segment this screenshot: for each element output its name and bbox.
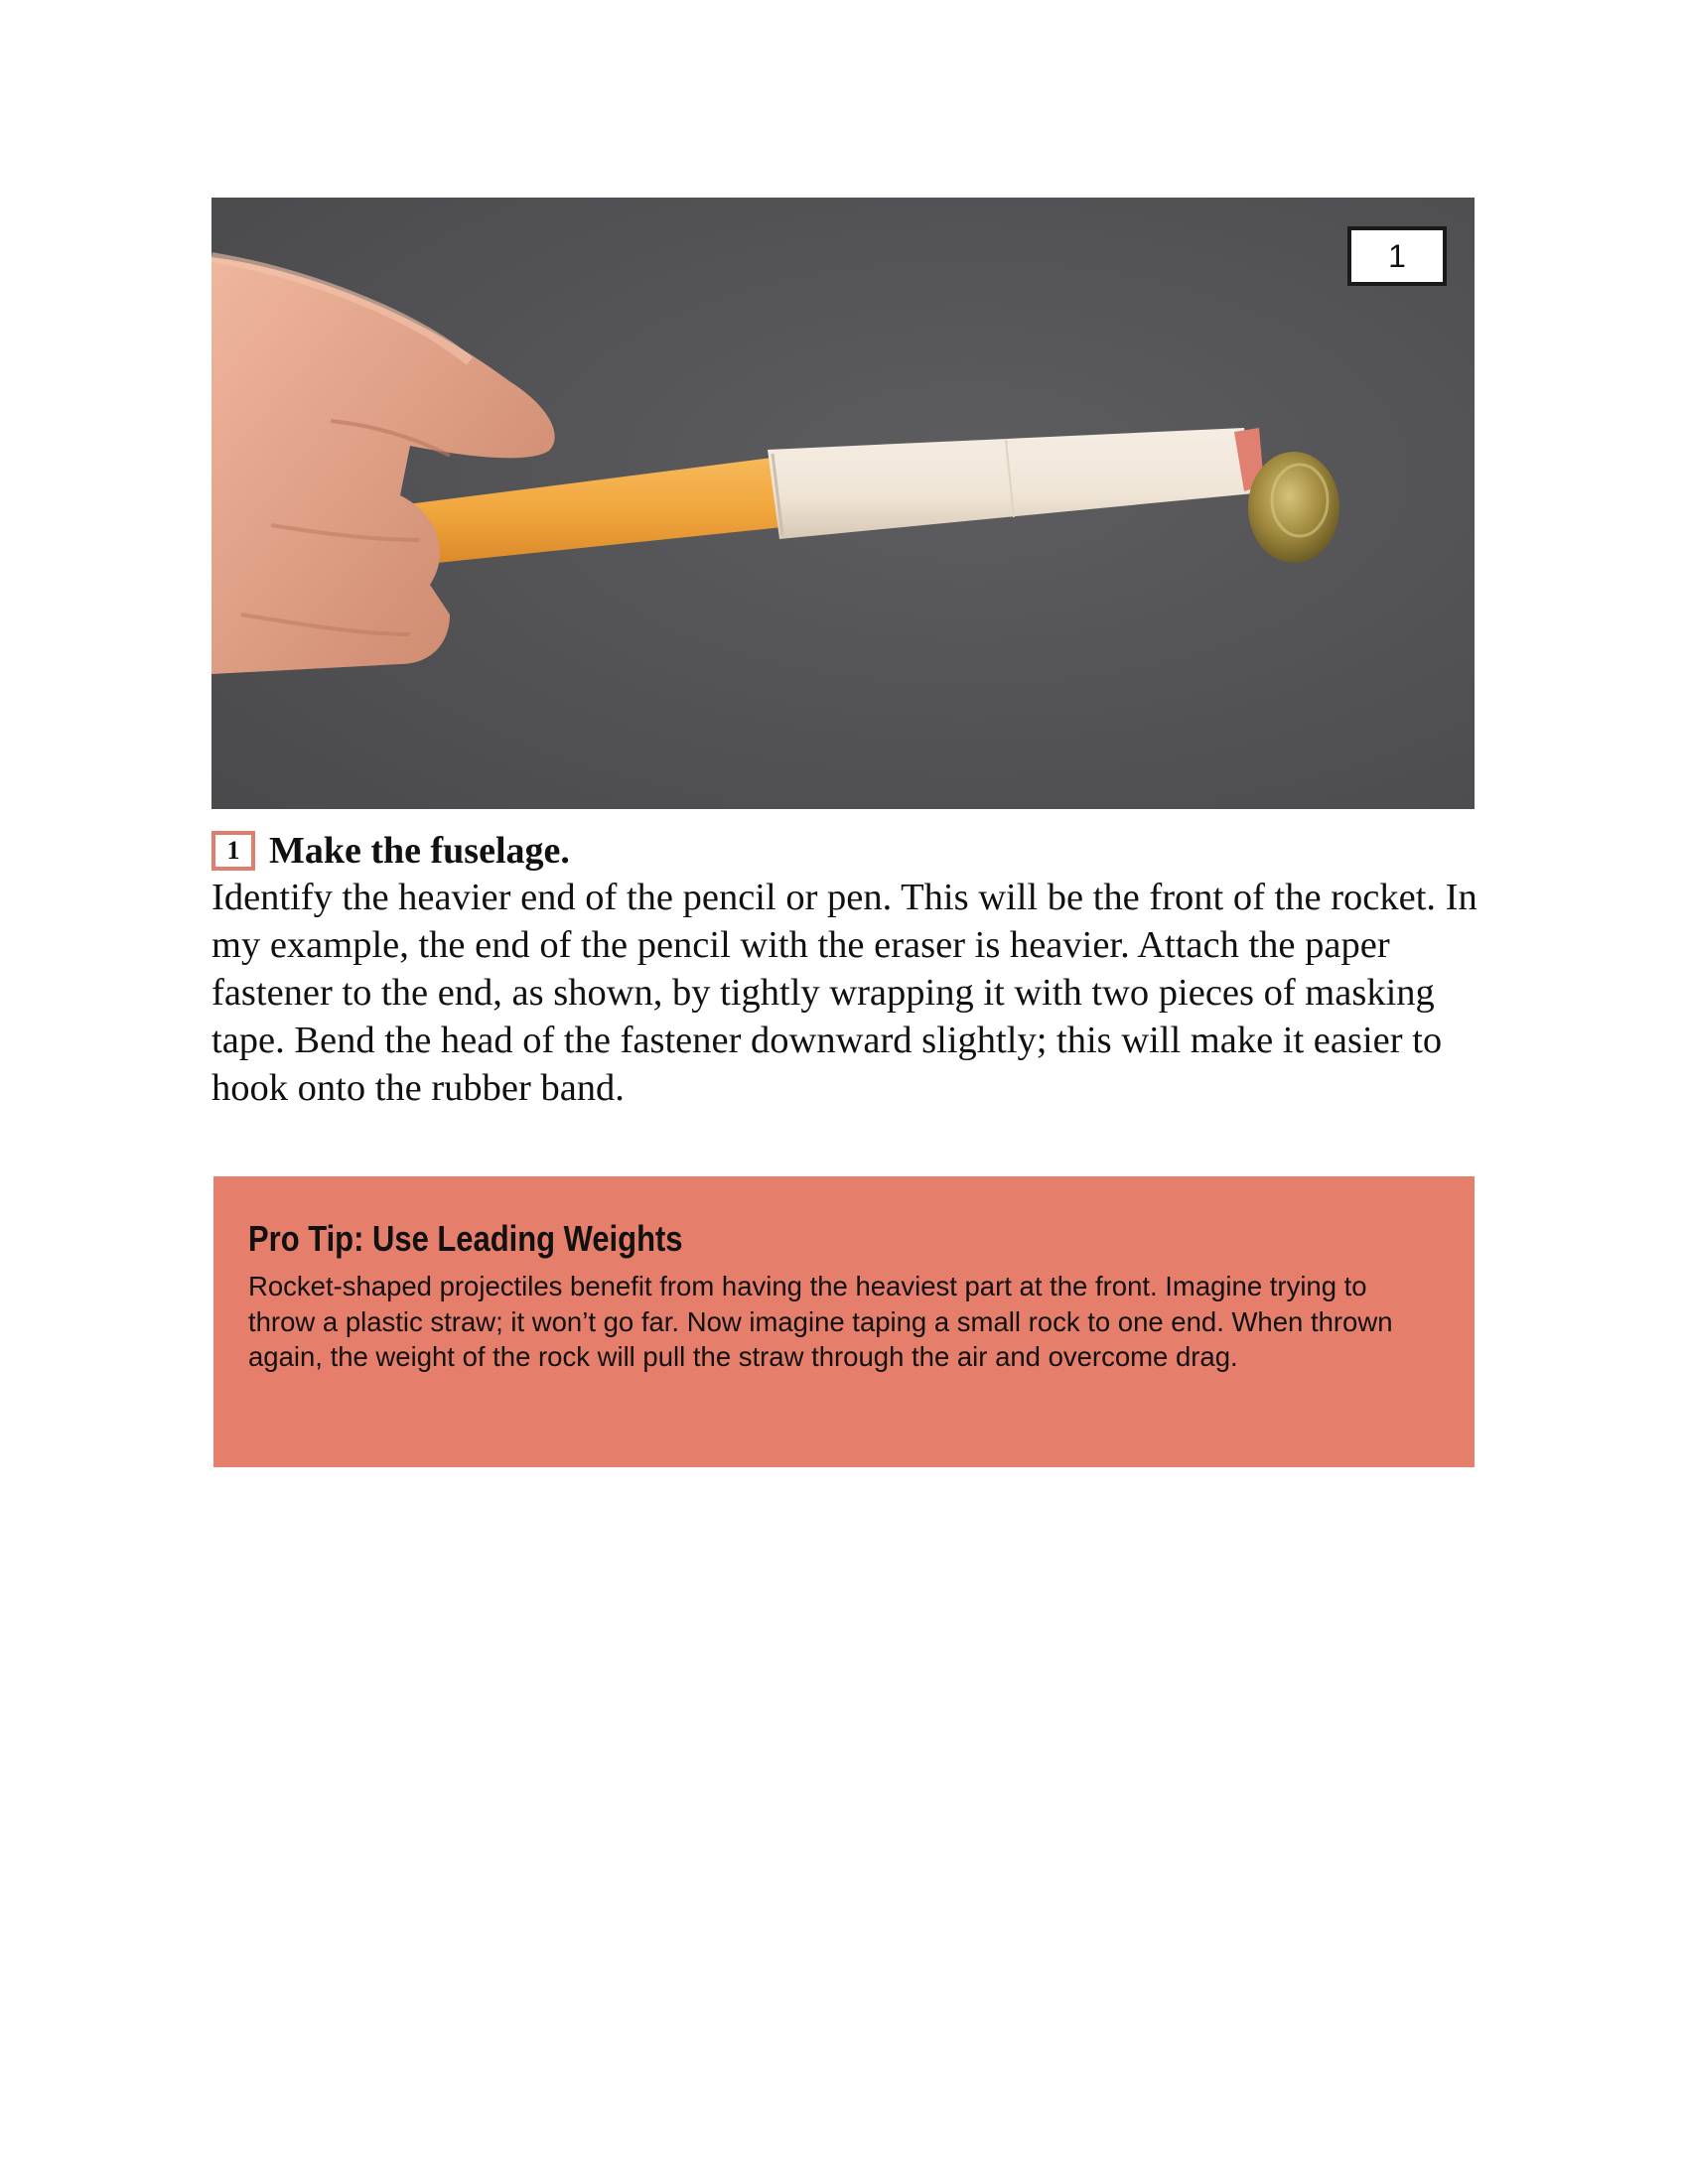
pro-tip-title: Pro Tip: Use Leading Weights xyxy=(248,1218,683,1259)
step-instructions: Identify the heavier end of the pencil or pen. This will be the front of the rocket. In my example, the end of the pencil with the eraser is heavier. Attach the paper fastener to the end, as shown, by tightly wrapping it with two pieces of masking tape. Bend the head of the fastener downward slightly; this will make it easier to hook onto the rubber band. xyxy=(211,877,1477,1109)
step-title: Make the fuselage. xyxy=(269,830,570,872)
step-heading xyxy=(211,826,570,876)
pencil-rocket-photo xyxy=(211,198,1475,809)
step-number-badge: 1 xyxy=(211,831,255,871)
pro-tip-body: Rocket-shaped projectiles benefit from having the heaviest part at the front. Imagine trying to throw a plastic straw; it won’t go far. Now imagine taping a small rock to one end. When thrown again, the weight of the rock will pull the straw through the air and overcome drag. xyxy=(248,1271,1393,1372)
figure-number-badge: 1 xyxy=(1347,226,1447,286)
pro-tip-box xyxy=(213,1176,1475,1467)
paper-fastener-head xyxy=(1248,452,1339,563)
